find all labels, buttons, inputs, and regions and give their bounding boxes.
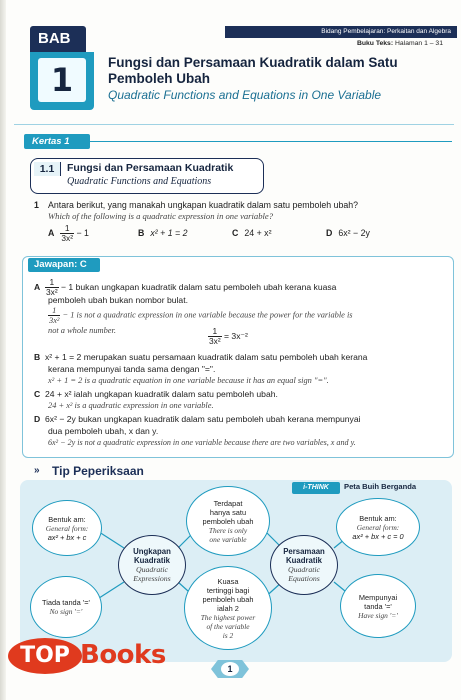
bubble-equation: ax² + bx + c [47, 532, 87, 542]
option-c [232, 228, 272, 238]
answer-b-malay-text: x² + 1 = 2 merupakan suatu persamaan kuadratik dalam satu pemboleh ubah kerana [45, 352, 368, 362]
subject-area-text: Bidang Pembelajaran: Perkaitan dan Algebra [321, 28, 451, 35]
section-title-malay: Fungsi dan Persamaan Kuadratik [67, 162, 234, 174]
answer-letter: B [34, 352, 41, 362]
bubble-text: tertinggi bagi [206, 585, 250, 595]
bubble-text: Terdapat [213, 498, 243, 508]
textbook-reference [357, 40, 443, 47]
bubble-text: pemboleh ubah [202, 594, 254, 604]
thinking-map-type: Peta Buih Berganda [344, 482, 417, 491]
book-spine-shadow [0, 0, 6, 700]
answer-letter: A [34, 281, 41, 292]
bubble-text: Bentuk am: [359, 513, 397, 523]
option-d-text: 6x² − 2y [338, 228, 370, 238]
fraction-denominator: 3x² [209, 336, 221, 346]
answer-a-eq-fraction [208, 327, 222, 346]
chapter-number: 1 [38, 58, 86, 102]
bubble-text: ialah 2 [217, 603, 239, 613]
answer-a-malay-text: − 1 bukan ungkapan kuadratik dalam satu pemboleh ubah kerana kuasa [61, 281, 337, 292]
option-a-fraction [60, 224, 74, 243]
textbook-ref-value: Halaman 1 – 31 [395, 40, 443, 47]
bubble-text: Persamaan [283, 547, 325, 556]
watermark-books: Books [80, 640, 166, 670]
answer-label: Jawapan: C [28, 258, 100, 272]
chapter-title-malay: Fungsi dan Persamaan Kuadratik dalam Satu Pemboleh Ubah [108, 55, 398, 86]
watermark-top: TOP [8, 638, 82, 674]
answer-a-english-text: − 1 is not a quadratic expression in one variable because the power for the variable is [62, 310, 353, 320]
kertas-divider [90, 141, 452, 142]
bubble-text-en: The highest power [200, 612, 256, 622]
bubble-text: Kuasa [217, 576, 239, 586]
answer-c-english: 24 + x² is a quadratic expression in one variable. [48, 401, 214, 410]
fraction-numerator: 1 [45, 278, 59, 288]
answer-c-malay [34, 389, 278, 399]
bubble-text: Tiada tanda '=' [42, 598, 90, 607]
question-text-english: Which of the following is a quadratic expression in one variable? [48, 211, 274, 221]
answer-a-english [48, 306, 353, 325]
bubble-text-en: Expressions [133, 574, 171, 583]
fraction-denominator: 3x² [46, 287, 58, 297]
option-d [326, 228, 370, 238]
bubble-text-en: Quadratic [287, 565, 321, 574]
fraction-denominator: 3x² [61, 233, 73, 243]
answer-a-equation-rhs: = 3x⁻² [224, 330, 248, 341]
tip-title: Tip Peperiksaan [52, 464, 144, 478]
option-a [48, 224, 89, 243]
answer-b-malay-2: kerana mempunyai tanda sama dengan "=". [48, 364, 216, 374]
answer-letter: C [34, 389, 41, 399]
bubble-text-en: General form: [45, 523, 89, 533]
subject-area-bar [225, 26, 457, 38]
bubble-text-en: Have sign '=' [358, 610, 398, 620]
answer-b-english: x² + 1 = 2 is a quadratic equation in one variable because it has an equal sign "=". [48, 376, 329, 385]
option-letter: D [326, 228, 333, 238]
fraction-numerator: 1 [60, 224, 74, 234]
answer-b-malay [34, 352, 367, 362]
kertas-label: Kertas 1 [24, 134, 90, 149]
bubble-text-en: There is only [208, 525, 248, 535]
bubble-has-equal-sign [340, 574, 416, 638]
answer-d-malay-text: 6x² − 2y bukan ungkapan kuadratik dalam satu pemboleh ubah kerana mempunyai [45, 414, 361, 424]
double-chevron-icon: » [34, 465, 40, 476]
answer-a-equation [208, 327, 248, 346]
option-b-text: x² + 1 = 2 [150, 228, 188, 238]
bubble-no-equal-sign [30, 576, 102, 638]
answer-a-malay-2: pemboleh ubah bukan nombor bulat. [48, 295, 188, 305]
fraction-numerator: 1 [208, 327, 222, 337]
bubble-text: pemboleh ubah [202, 516, 254, 526]
option-a-rest: − 1 [76, 227, 89, 238]
bubble-text-en: is 2 [222, 630, 234, 640]
bubble-equation: ax² + bx + c = 0 [352, 531, 404, 541]
question-number: 1 [34, 200, 39, 210]
option-letter: C [232, 228, 239, 238]
fraction-numerator: 1 [48, 306, 60, 316]
answer-d-malay-2: dua pemboleh ubah, x dan y. [48, 426, 159, 436]
fraction-denominator: 3x² [49, 316, 60, 325]
page-number: 1 [221, 662, 239, 676]
textbook-ref-label: Buku Teks: [356, 40, 394, 47]
bubble-quadratic-expressions [118, 535, 186, 595]
question-text-malay: Antara berikut, yang manakah ungkapan kuadratik dalam satu pemboleh ubah? [48, 200, 359, 210]
bubble-text: Mempunyai tanda '=' [358, 592, 398, 611]
section-number: 1.1 [34, 162, 61, 176]
section-heading-box [30, 158, 264, 194]
header-divider [14, 124, 454, 125]
answer-d-malay [34, 414, 361, 424]
bubble-one-variable [186, 486, 270, 556]
answer-letter: D [34, 414, 41, 424]
option-b [138, 228, 188, 238]
answer-d-english: 6x² − 2y is not a quadratic expression in one variable because there are two variables, x and y. [48, 438, 356, 447]
section-title-english: Quadratic Functions and Equations [67, 176, 212, 187]
bubble-general-form-equation [336, 498, 420, 556]
bubble-highest-power-two [184, 566, 272, 650]
bubble-quadratic-equations [270, 535, 338, 595]
bubble-text: Bentuk am: [48, 514, 86, 524]
bubble-text: hanya satu [209, 507, 247, 517]
option-letter: B [138, 228, 145, 238]
chapter-title-english: Quadratic Functions and Equations in One Variable [108, 88, 382, 102]
bubble-text: Kuadratik [286, 556, 322, 565]
option-letter: A [48, 227, 55, 238]
bubble-text: Kuadratik [134, 556, 170, 565]
bubble-text-en: Equations [288, 574, 320, 583]
bubble-text-en: No sign '=' [49, 607, 83, 616]
bubble-text: Ungkapan [133, 547, 171, 556]
bubble-text-en: Quadratic [135, 565, 169, 574]
answer-c-malay-text: 24 + x² ialah ungkapan kuadratik dalam satu pemboleh ubah. [45, 389, 278, 399]
answer-a-english-2: not a whole number. [48, 326, 116, 335]
answer-a-en-fraction [48, 306, 60, 325]
bubble-general-form-expression [32, 500, 102, 556]
chapter-number-box [30, 52, 94, 110]
bubble-text-en: General form: [356, 522, 400, 532]
bab-label: BAB [30, 26, 86, 52]
option-c-text: 24 + x² [244, 228, 272, 238]
bubble-text-en: one variable [209, 534, 247, 544]
bubble-text-en: of the variable [206, 621, 250, 631]
ithink-badge: i-THINK [292, 482, 340, 494]
